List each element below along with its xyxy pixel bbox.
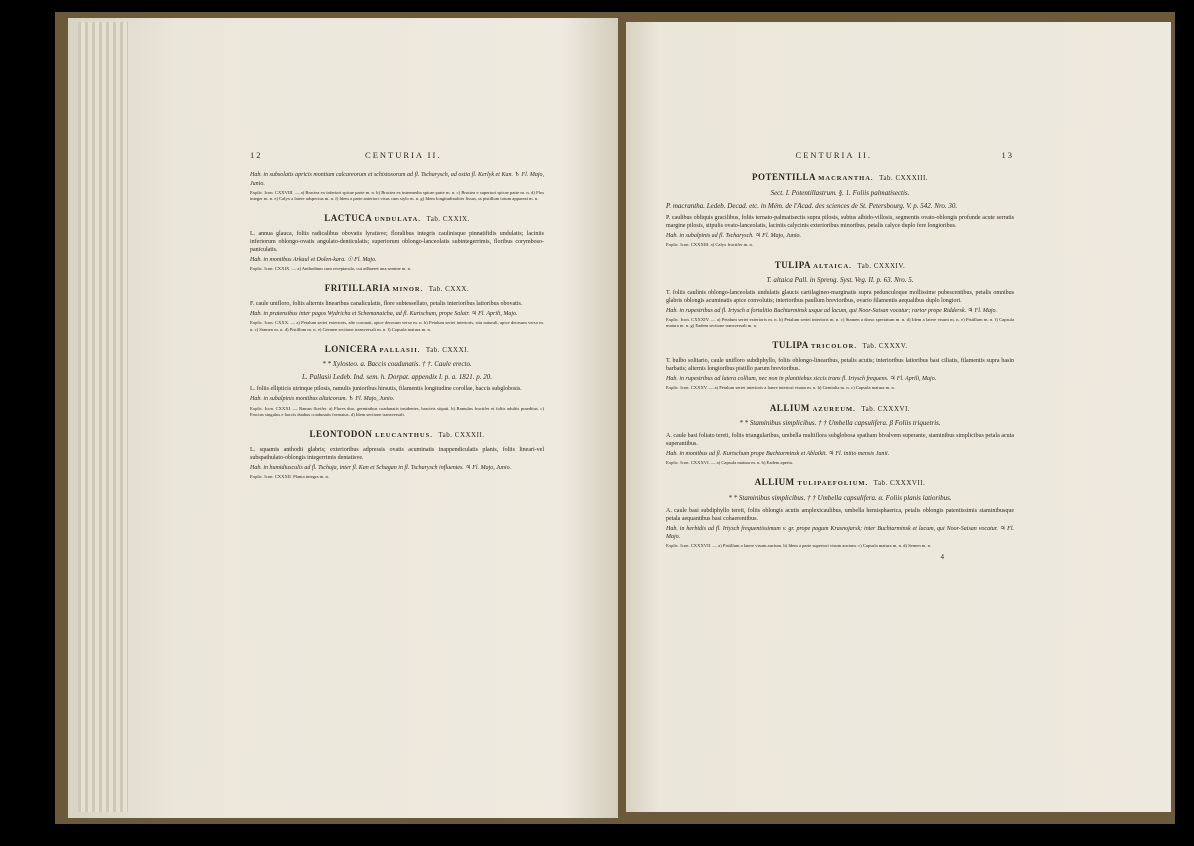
- entry-explanation: Explic. Icon. CXXX. — a) Petalum seriei exterioris, alte coronati, apice deorsum verso m. n. b) Petalum seriei interioris, situ naturali, apice deorsum verso m. n. c) Stamen m. n. d) Pistillum m. n. e) Germen sectione transversali m. n. f) Capsula matura m. n.: [250, 320, 544, 332]
- entry-habitat: Hab. in pratensibus inter pagos Wydricha et Schemanaicha, ad fl. Kurtschum, prope Salair. ♃ Fl. Aprili, Majo.: [250, 311, 518, 318]
- left-running-head: [250, 150, 544, 161]
- entry-explanation: Explic. Icon. CXXXIV. — a) Petalum seriei exterioris m. n. b) Petalum seriei interioris m. n. c) Stamen a dorso spectatum m. n. d) Idem a latere visum m. n. e) Pistillum m. n. f) Capsula matura m. n. g) Eadem sectione transversali m. n.: [666, 317, 1014, 329]
- entry-description: L. squamis anthodii glabris; exterioribus adpressis ovatis acuminatis inappendiculatis planis, foliis lineari-vel subspathulato-oblongis integerrimis dentatisve.: [250, 446, 544, 461]
- entry-title: ALLIUM TULIPAEFOLIUM. Tab. CXXXVII.: [754, 477, 926, 488]
- right-page-number: 13: [1001, 150, 1014, 160]
- entry-explanation: Explic. Icon. CXXIX. — a) Anthodium cum receptaculo, cui adhaeret una semine m. n.: [250, 266, 412, 272]
- entry-description: L. annua glauca, foliis radicalibus obovatis lyratisve; floralibus integris caulinisque pinnatifidis undulatis; laciniis inferiorum oblongo-ovatis angulato-denticulatis; superiorum oblongo-lanceolatis subintegerrimis, floribus corymboso-paniculatis.: [250, 230, 544, 253]
- entry-habitat: Hab. in montibus ad fl. Kurtschum prope Buchtarminsk et Ablaikit. ♃ Fl. initio mensis Junii.: [666, 451, 890, 458]
- entry-title: LONICERA PALLASII. Tab. CXXXI.: [324, 343, 470, 354]
- entry-section: * * Xylosteo. a. Baccis coadunatis. † †. Caule erecto.: [322, 360, 472, 369]
- entry-title: TULIPA ALTAICA. Tab. CXXXIV.: [774, 259, 906, 270]
- entry-synonym: L. Pallasii Ledeb. Ind. sem. h. Dorpat. appendix I. p. a. 1821. p. 20.: [302, 372, 492, 381]
- entry-tulipa-tricolor: [666, 339, 1014, 391]
- intro-explanation: Explic. Icon. CXXVIII. — a) Bractea ex inferiori spicae parte m. n. b) Bractea ex intermedia spicae parte m. n. c) Bractea e superiori spicae parte m. n. d) Flos integer m. n. e) Calyx a latere adspectus m. n. f) Idem a parte anteriori visus cum stylo m. n. g) Idem longitudinaliter fissus, ut pistillum totum appareat m. n.: [250, 189, 544, 201]
- entry-explanation: Explic. Icon. CXXXVII. — a) Pistillum a latere visum auctum. b) Idem a parte superiori visum auctum. c) Capsula matura m. n. d) Semen m. n.: [666, 542, 932, 548]
- page-edges: [78, 22, 128, 812]
- entry-lonicera: [250, 343, 544, 418]
- entry-title: TULIPA TRICOLOR. Tab. CXXXV.: [772, 340, 908, 351]
- entry-synonym: P. macrantha. Ledeb. Decad. etc. in Mém. de l'Acad. des sciences de St. Petersbourg. V. p. 542. Nro. 30.: [666, 201, 958, 210]
- entry-lactuca: [250, 212, 544, 272]
- entry-habitat: Hab. in montibus Arkaul et Dolen-kara. ☉ Fl. Majo.: [250, 257, 377, 264]
- entry-explanation: Explic. Icon. CXXXII. Planta integra m. n.: [250, 473, 329, 479]
- entry-leontodon: [250, 428, 544, 480]
- entry-explanation: Explic. Icon. CXXXV. — a) Petalum seriei interioris a latere interiori visum m. n. b) Genitalia m. n. c) Capsula matura m. n.: [666, 385, 895, 391]
- entry-explanation: Explic. Icon. CXXXIII. a) Calyx fructifer m. n.: [666, 242, 753, 248]
- entry-explanation: Explic. Icon. CXXXVI. — a) Capsula matura m. n. b) Eadem aperta.: [666, 460, 793, 466]
- signature-mark: 4: [940, 553, 944, 562]
- left-column: [250, 150, 544, 482]
- entry-habitat: Hab. in herbidis ad fl. Irtysch frequentissimum v. gr. prope pagum Krasnojarsk; inter Buchtarminsk et lacum, qui Noor-Saisan vocatur. ♃ Fl. Majo.: [666, 525, 1014, 540]
- entry-habitat: Hab. in rupestribus ad latera collium, nec non in planitiebus siccis trans fl. Irtysch frequens. ♃ Fl. Aprili, Majo.: [666, 376, 937, 383]
- entry-title: POTENTILLA MACRANTHA. Tab. CXXXIII.: [751, 172, 929, 183]
- entry-description: T. foliis caulinis oblongo-lanceolatis undulatis glaucis cartilagineo-marginatis supra pedunculoque mollissime pubescentibus, petalis omnibus glabris oblongis acuminatis apice convolutis; interioribus paullum brevioribus, ovario filamentis aequalibus duplo longiori.: [666, 289, 1014, 304]
- entry-tulipa-altaica: [666, 259, 1014, 330]
- right-running-head: [666, 150, 1014, 161]
- entry-allium-azureum: [666, 402, 1014, 467]
- entry-section: Sect. I. Potentillastrum. §. 1. Foliis palmatisectis.: [770, 189, 910, 198]
- entry-title: ALLIUM AZUREUM. Tab. CXXXVI.: [769, 402, 911, 413]
- entry-synonym: T. altaica Pall. in Spreng. Syst. Veg. II. p. 63. Nro. 5.: [766, 276, 914, 285]
- intro-habitat: Hab. in subsolatis apricis montium calcareorum et schistosorum ad fl. Tscharysch, ad ostia fl. Kerlyk et Kan. ♄ Fl. Majo, Junio.: [250, 172, 544, 187]
- entry-fritillaria: [250, 282, 544, 332]
- entry-title: FRITILLARIA MINOR. Tab. CXXX.: [324, 283, 470, 294]
- entry-potentilla: [666, 171, 1014, 248]
- left-header-title: CENTURIA II.: [365, 150, 442, 160]
- right-header-title: CENTURIA II.: [795, 150, 872, 160]
- left-page-number: 12: [250, 150, 263, 160]
- entry-allium-tulipaefolium: [666, 476, 1014, 549]
- right-column: [666, 150, 1014, 563]
- entry-section: * * Staminibus simplicibus. † † Umbella capsulifera. β Foliis triquetris.: [739, 419, 941, 428]
- entry-explanation: Explic. Icon. CXXXI. — Ramus florifer. a) Flores duo, germinibus coadunatis insidentes, bracteis stipati. b) Ramulus fructifer et foliis adultis praeditus. c) Fructus singulus e baccis duabus coadunatis formatus. d) Idem sectione transversali.: [250, 405, 544, 417]
- entry-description: L. foliis ellipticis utrinque pilosis, ramulis junioribus hirsutis, filamentis longitudine corollae, baccis subglobosis.: [250, 386, 522, 393]
- entry-habitat: Hab. in subalpinis montibus altaicorum. ♄ Fl. Majo, Junio.: [250, 396, 395, 403]
- entry-habitat: Hab. in subalpinis ad fl. Tscharysch. ♃ Fl. Majo, Junio.: [666, 233, 801, 240]
- entry-description: T. bulbo solitario, caule unifloro subdiphyllo, foliis oblongo-linearibus, petalis acutis; interioribus latioribus basi ciliatis, filamentis supra basin barbatis; alternis longioribus pistillo parum brevioribus.: [666, 358, 1014, 373]
- entry-habitat: Hab. in humidiusculis ad fl. Tschuja, inter fl. Kan et Schagan in fl. Tscharysch influentes. ♃ Fl. Majo, Junio.: [250, 464, 512, 471]
- entry-description: P. caulibus obliquis gracilibus, foliis ternato-palmatisectis supra pilosis, subtus albido-villosis, segmentis ovato-oblongis profunde acute serratis margine pilosis, stipulis ovato-lanceolatis, laciniis calycinis exterioribus minoribus, petalis calyce duplo fere longioribus.: [666, 215, 1014, 230]
- entry-title: LACTUCA UNDULATA. Tab. CXXIX.: [324, 213, 470, 224]
- entry-description: F. caule unifloro, foliis alternis linearibus canaliculatis, flore subtessellato, petalis interioribus latioribus obovatis.: [250, 301, 523, 308]
- entry-description: A. caule basi foliato tereti, foliis triangularibus, umbella multiflora subglobosa spatham bivalvem superante, staminibus simplicibus petala acuta superantibus.: [666, 432, 1014, 447]
- entry-habitat: Hab. in rupestribus ad fl. Irtysch a fortalitio Buchtarminsk usque ad lacum, qui Noor-Saisan vocatur; rarior prope Riddersk. ♃ Fl. Majo.: [666, 307, 998, 314]
- entry-section: * * Staminibus simplicibus. † † Umbella capsulifera. α. Foliis planis latioribus.: [728, 494, 952, 503]
- entry-description: A. caule basi subdiphyllo tereti, foliis oblongis acutis amplexicaulibus, umbella hemisphaerica, petalis oblongis patentissimis staminibusque petala aequantibus basi cohaerentibus.: [666, 507, 1014, 522]
- entry-title: LEONTODON LEUCANTHUS. Tab. CXXXII.: [309, 428, 485, 439]
